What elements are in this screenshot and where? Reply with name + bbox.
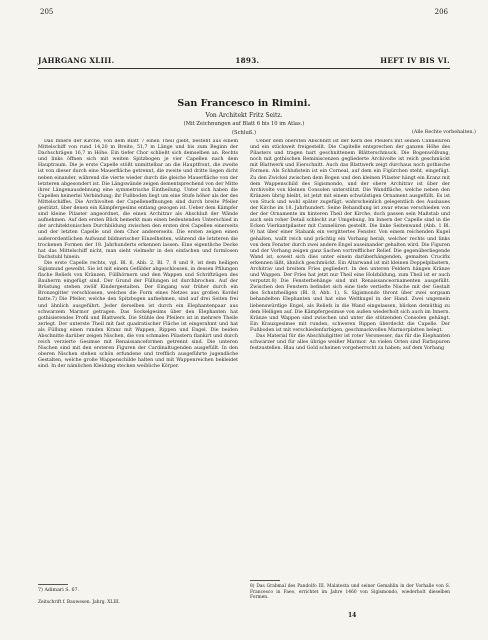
footnote-right: 8) Das Grabmal des Pandolfo III. Malatesta und seiner Gemahlin in der Vorhalle von S. Francesco in Faeo, errichtet im Jahre 1460 von Sigismondo, wiederholt dieselben Formen. — [250, 584, 450, 601]
paragraph: Das Material für die Abschlußgitter ist roter Veronesser, das für die Elephanten schwarzer und für alles übrige weißer Marmor. An vielen Orten sind Farbspuren festzustellen. Blau und Gold scheinen vorgeherrscht zu haben; auf dem Vorhang — [250, 334, 450, 352]
header-rule — [38, 68, 450, 69]
signature-mark: 14 — [348, 612, 357, 619]
paragraph: Die erste Capelle rechts, vgl. Bl. 6, Abb. 2, Bl. 7, 8 und 9, ist dem heiligen Sigismund geweiht. Sie ist mit einem Gefälder abgeschlossen, in dessen Pfilungen flache Reliefs von Kränzen, Füllhörnern und den Wappen und Schriftzügen des Bauherrn eingefügt sind. Der Grund der Füllungen ist durchbrochen. Auf der Brüstung stehen zwölf Kindergestalten. Der Eingang war früher durch ein Bronzegitter verschlossen, welches die Form eines Netzes aus großen Kordel hatte.7) Die Pfeiler, welche den Spitzbogen aufnehmen, sind auf drei Seiten frei und ähnlich ausgeführt. Jeder derselben ist durch ein Elephantenpaar aus schwarzem Marmor getragen. Das Sockelgesims über den Elephanten hat gothisierendes Profil und Blattwerk. Die Stühle des Pfeilers ist in mehrere Theile zerlegt. Der unterste Theil mit fast quadratischer Fläche ist eingerahmt und hat als Füllung einen runden Kranz mit Wappen, Rippen und Engel. Die beiden Abschnitte darüber zeigen Nischen, die von schmalen Pilastern flankirt und durch reich verzierte Gesimse mit Renaissanceformen getrennt sind. Die unteren Nischen sind mit den ersteren Figuren der Cardinaltugenden ausgefüllt. In den oberen Nischen stehen schön erfundene und trefflich ausgeführte jugendliche Gestalten, welche große Wappenschilde halten und mit Wappenreichen bekleidet sind. In der nämlichen Kleidung stecken weibliche Körper. — [38, 260, 238, 370]
rights-marker: (Alle Rechte vorbehalten.) — [412, 130, 476, 135]
article-title: San Francesco in Rimini. — [177, 98, 311, 109]
footnote-rule-right — [250, 580, 280, 581]
running-head-year: 1893. — [235, 56, 260, 65]
paragraph: Ueber dem obersten Abschnitt ist der Kern des Pfeilers mit seinen Cannelüren und ein stückweit freigestellt. Die Capitelle entsprechen der ganzen Höhe des Pilasters und tragen hart geschnittenem Blätterschmuck. Die Bogenwölbung, noch mit gothischen Reminiscenzen gegliederte Archivolte ist reich geschmückt mit Blattwerk und Eierschnitt. Auch das Blattwerk zeigt durchaus noch gothische Formen. Als Schlußstein ist ein Corneal, auf dem ein Figürchen steht, eingefügt. Zu den Zwickel zwischen dem Bogen und den kleinen Pilaster hängt ein Kranz mit dem Wappenschild des Sigismondo, und der obere Architrav ist über der Archivolte von kleinen Consolen unterstützt. Die Wandfläche, welche neben den Kränzen übrig bleibt, ist jetzt mit einem schwülstigen Ornament ausgefüllt. Es ist von Stuck und wohl später zugefügt, wahrscheinlich gelegentlich des Ausbaues der Kirche im 18. Jahrhundert. Seine Behandlung ist zwar etwas verschieden von der der Ornamente im hinteren Theil der Kirche, doch passen sein Maßstab und auch sein roher Detail schlecht zur Umgebung. Im Innern der Capelle sind in die Ecken Vierkantpilaster mit Cannelüren gestellt. Die linke Seitenwand (Abb. 1 Bl. 9) hat über einer Stabank ein vergittertes Fenster. Von einem reichenden Kugel gehalten, wallt reich und prächtig ein Vorhang herab, welcher rechts und links von dem Fenster durch zwei andere Engel auseinander gehalten wird. Die Figuren und der Vorhang zeigen ganz Sachen vortrefflicher Relief. Die gegenüberliegende Wand ist, soweit sich dies unter einem darüberhängenden, gemalten Crucifix erkennen läßt, ähnlich geschmückt. Ein Altarwand ist mit kleinen Doppelpilastern, Architrav und breitem Fries gegliedert. In den unteren Feldern hängen Kränze und Wappen. Der Fries hat jetzt nur Theil eine Holzbildung, zum Theil ist er auch verputzt.8) Die Fensterbehänge sind mit Renaissanceornamenten ausgefüllt. Zwischen den Fenstern befindet sich eine tiefe vertiefte Nische mit der Gestalt des Schutzheiligen (Bl. 8, Abb. 1). S. Sigismondo thront über zwei sorgsam behandelten Elephanten und hat eine Weltkugel in der Hand. Zwei ungemein liebenswürdige Engel, als Reliefs in die Wand eingelassen, blicken demüthig zu dem Heiligen auf. Die Kämpfergesimse von außen wiederholt sich auch im Innern. Kränze und Wappen sind zwischen und unter die stützenden Consolen gehängt. Ein Krauzgesimse mit runden, schweren Rippen überdeckt die Capelle. Der Fußboden ist mit verschiedenfarbigen, geschmackvollen Marmorplatten belegt. — [250, 139, 450, 333]
footnote-rule-left — [38, 584, 68, 585]
running-head — [38, 56, 450, 65]
paragraph: Das Innere der Kirche, von dem Blatt 7 einen Theil giebt, besteht aus einem Mittelschiff von rund 14,20 m Breite, 51,7 m Länge und bis zum Beginn der Dachschrägen 16,7 m Höhe. Ein tiefer Chor schließt sich demselben an. Rechts und links öffnen sich mit weiten Spitzbogen je vier Capellen nach dem Hauptraum. Die je erste Capelle stößt unmittelbar an die Hauptfront, die zweite ist von dieser durch eine Mauerfläche getrennt, die zweite und dritte liegen dicht neben einander, während die vierte wieder durch die gleiche Mauerfläche von der letzteren abgesondert ist. Die Längswände zeigen dementsprechend von der Mitte ihrer Längenausdehnung eine symmetrische Eintheilung. Unter sich haben die Capellen keinerlei Verbindung; ihr Fußboden liegt um eine Stufe höher als der des Mittelschiffes. Die Archivolten der Capelleneffnungen sind durch breite Pfeiler gestützt, über denen ein Kämpfergesims entlang gezogen ist. Ueber dem Kämpfer sind kleine Pilaster angeordnet, die einen Architrav als Abschluß der Wände aufnehmen. Auf den ersten Blick bemerkt man einen bedeutenden Unterschied in der architektonischen Durchbildung zwischen den ersten drei Capellen einerseits und der letzten Capelle und dem Chor andererseits. Die ersten zeigen einen außerordentlichen Aufwand bildnerischer Einzelheiten, während die letzteren die trockenen Formen der 18. Jahrhunderts erkennen lassen. Eine eigentliche Decke hat das Mittelschiff nicht, man sieht vielmehr in den einfachen und formlosen Dachstuhl hinein. — [38, 139, 238, 260]
part-marker: (Schluß.) — [232, 130, 256, 136]
running-head-issue: HEFT IV BIS VI. — [380, 56, 450, 65]
illustrations-note: (Mit Zeichnungen auf Blatt 6 bis 10 im Atlas.) — [183, 121, 305, 127]
right-column — [250, 139, 450, 579]
article-author: Von Architekt Fritz Seitz. — [205, 112, 283, 119]
left-column — [38, 139, 238, 579]
page-number-left: 205 — [40, 8, 54, 16]
running-head-volume: JAHRGANG XLIII. — [38, 56, 115, 65]
source-line: Zeitschrift f. Bauwesen. Jahrg. XLIII. — [38, 600, 120, 605]
page-number-right: 206 — [434, 8, 448, 16]
footnote-left: 7) Adimari S. 67. — [38, 588, 80, 593]
